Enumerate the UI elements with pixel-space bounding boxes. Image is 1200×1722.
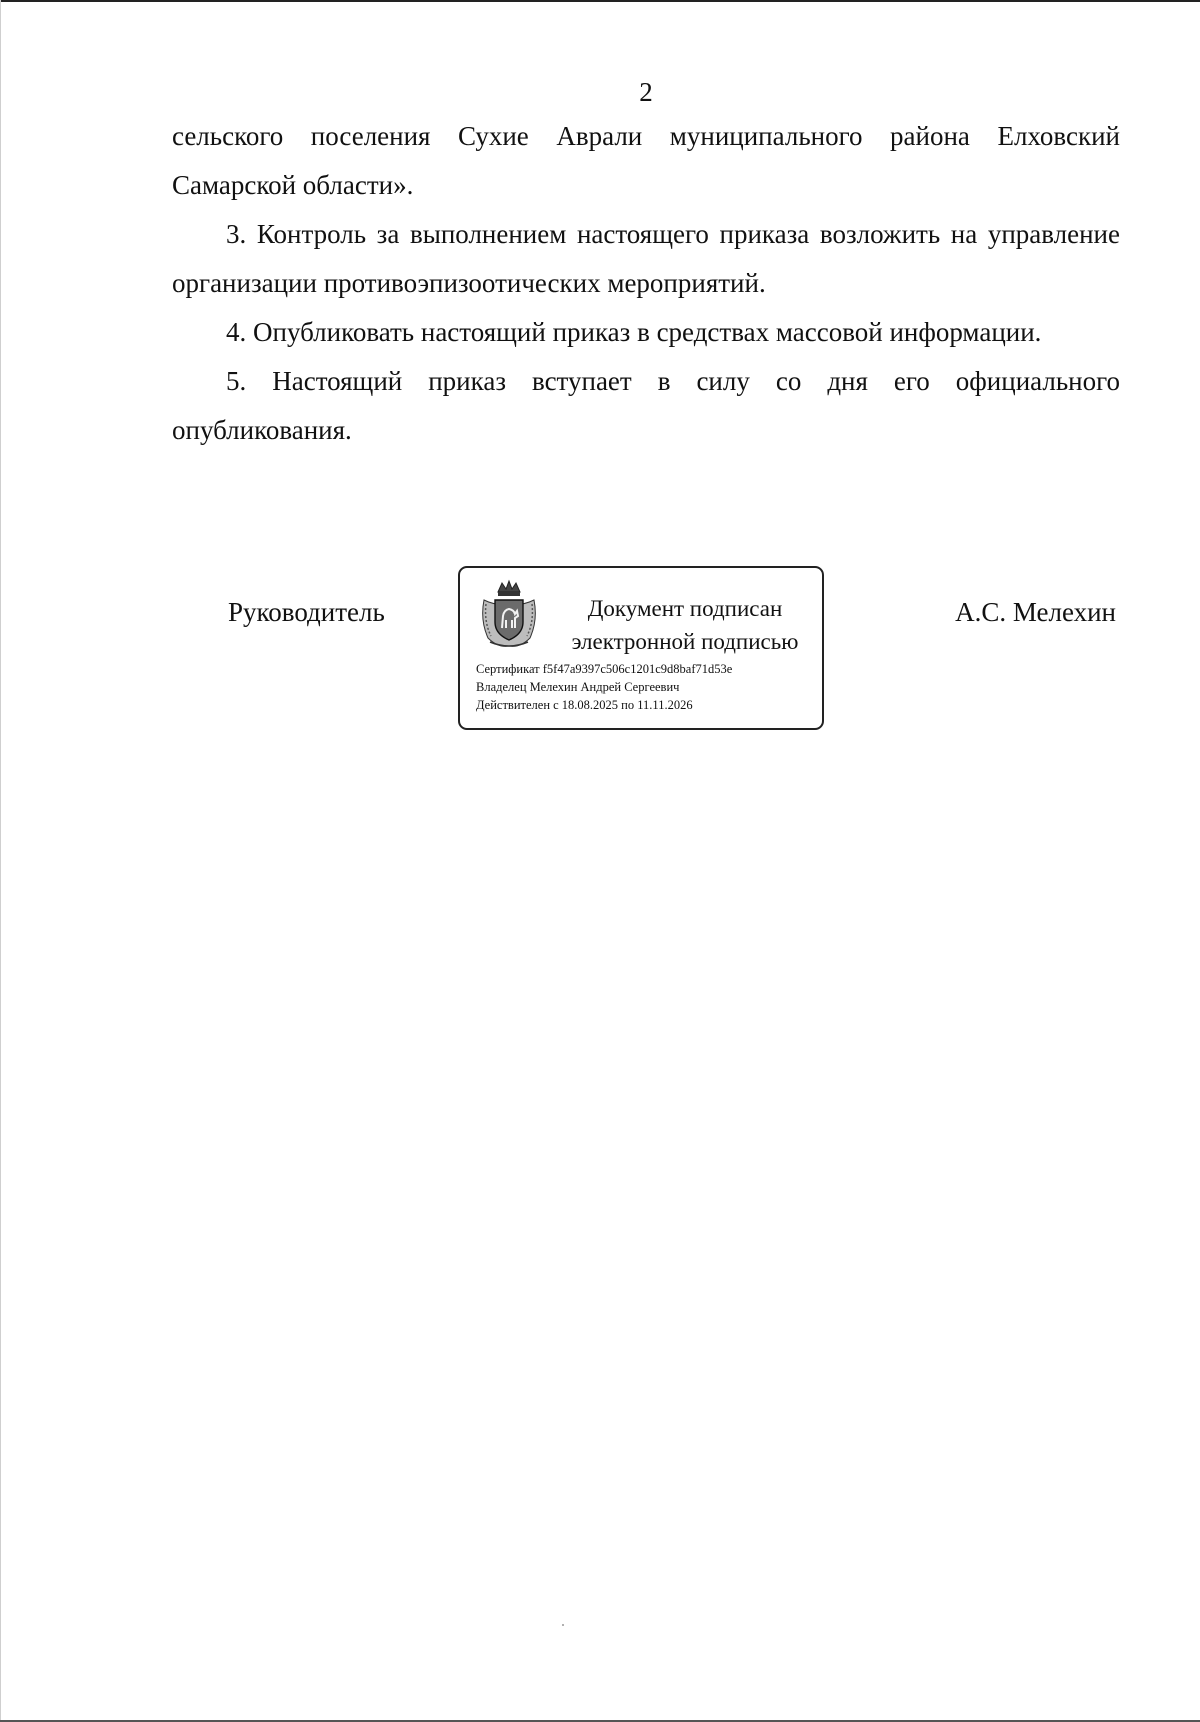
stamp-title-line-2: электронной подписью [571, 629, 799, 654]
electronic-signature-stamp [458, 566, 824, 730]
paragraph-item-3: 3. Контроль за выполнением настоящего приказа возложить на управление организации противоэпизоотических мероприятий. [172, 219, 1120, 298]
samara-coat-of-arms-icon [476, 578, 542, 650]
scan-edge-left [0, 0, 1, 1722]
signatory-role: Руководитель [228, 597, 385, 627]
stamp-title-line-1: Документ подписан [587, 596, 783, 621]
stamp-details [476, 660, 822, 714]
paragraph-item-4: 4. Опубликовать настоящий приказ в средствах массовой информации. [226, 317, 1042, 347]
scan-edge-top [0, 0, 1200, 2]
certificate-validity: Действителен с 18.08.2025 по 11.11.2026 [476, 698, 693, 712]
paragraph-item-5: 5. Настоящий приказ вступает в силу со дня его официального опубликования. [172, 366, 1120, 445]
scan-speck [562, 1624, 564, 1626]
document-body [172, 112, 1120, 455]
signatory-name: А.С. Мелехин [955, 597, 1116, 627]
certificate-number: Сертификат f5f47a9397c506c1201c9d8baf71d53e [476, 662, 733, 676]
page-number: 2 [639, 77, 653, 107]
paragraph-continuation: сельского поселения Сухие Аврали муниципального района Елховский Самарской области». [172, 121, 1120, 200]
certificate-owner: Владелец Мелехин Андрей Сергеевич [476, 680, 680, 694]
stamp-title [550, 592, 820, 658]
